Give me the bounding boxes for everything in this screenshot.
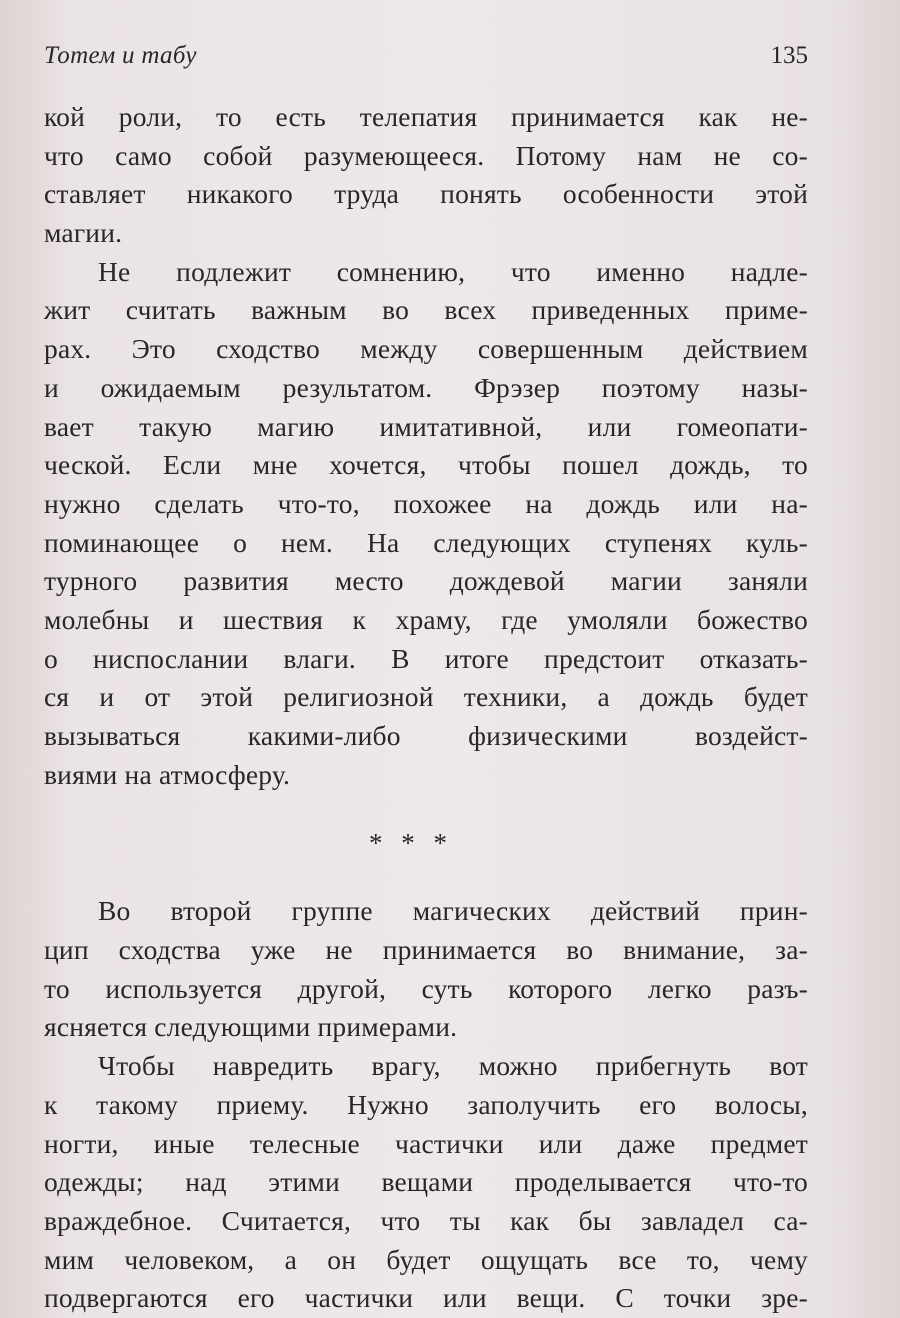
text-line: враждебное. Считается, что ты как бы завладел са- bbox=[44, 1204, 808, 1236]
text-line: к такому приему. Нужно заполучить его волосы, bbox=[44, 1088, 808, 1120]
running-head bbox=[44, 42, 808, 76]
text-line: ясняется следующими примерами. bbox=[44, 1011, 458, 1043]
text-line: цип сходства уже не принимается во внимание, за- bbox=[44, 934, 808, 966]
text-line: Чтобы навредить врагу, можно прибегнуть вот bbox=[98, 1050, 808, 1082]
text-line: рах. Это сходство между совершенным действием bbox=[44, 333, 808, 365]
section-gap bbox=[44, 794, 808, 814]
text-line: то используется другой, суть которого легко разъ- bbox=[44, 972, 808, 1004]
text-line: одежды; над этими вещами проделывается что-то bbox=[44, 1166, 808, 1198]
text-line: ногти, иные телесные частички или даже предмет bbox=[44, 1127, 808, 1159]
text-line: вызываться какими-либо физическими воздейст- bbox=[44, 720, 808, 751]
text-line: кой роли, то есть телепатия принимается как не- bbox=[44, 101, 808, 132]
text-line: поминающее о нем. На следующих ступенях куль- bbox=[44, 526, 808, 558]
text-line: и ожидаемым результатом. Фрэзер поэтому назы- bbox=[44, 371, 808, 403]
section-gap bbox=[44, 872, 808, 892]
text-line: Во второй группе магических действий прин- bbox=[98, 895, 808, 927]
text-line: мим человеком, а он будет ощущать все то, чему bbox=[44, 1243, 808, 1275]
text-line: что само собой разумеющееся. Потому нам не со- bbox=[44, 139, 808, 171]
text-line: ческой. Если мне хочется, чтобы пошел дождь, то bbox=[44, 449, 808, 481]
section-separator: * * * bbox=[369, 828, 453, 859]
text-line: Не подлежит сомнению, что именно надле- bbox=[98, 255, 808, 287]
text-line: о ниспослании влаги. В итоге предстоит отказать- bbox=[44, 642, 808, 674]
text-line: ставляет никакого труда понять особенности этой bbox=[44, 178, 808, 210]
text-line: нужно сделать что-то, похожее на дождь или на- bbox=[44, 487, 808, 519]
text-line: турного развития место дождевой магии заняли bbox=[44, 565, 808, 597]
text-line: ся и от этой религиозной техники, а дождь будет bbox=[44, 681, 808, 713]
text-line: вает такую магию имитативной, или гомеопати- bbox=[44, 410, 808, 442]
text-block bbox=[44, 98, 808, 1318]
page-number: 135 bbox=[770, 42, 808, 69]
running-title: Тотем и табу bbox=[44, 42, 197, 69]
text-line: молебны и шествия к храму, где умоляли божество bbox=[44, 603, 808, 635]
text-line: виями на атмосферу. bbox=[44, 758, 291, 790]
text-line: магии. bbox=[44, 217, 123, 249]
text-line: подвергаются его частички или вещи. С точки зре- bbox=[44, 1282, 808, 1314]
text-line: жит считать важным во всех приведенных приме- bbox=[44, 294, 808, 326]
